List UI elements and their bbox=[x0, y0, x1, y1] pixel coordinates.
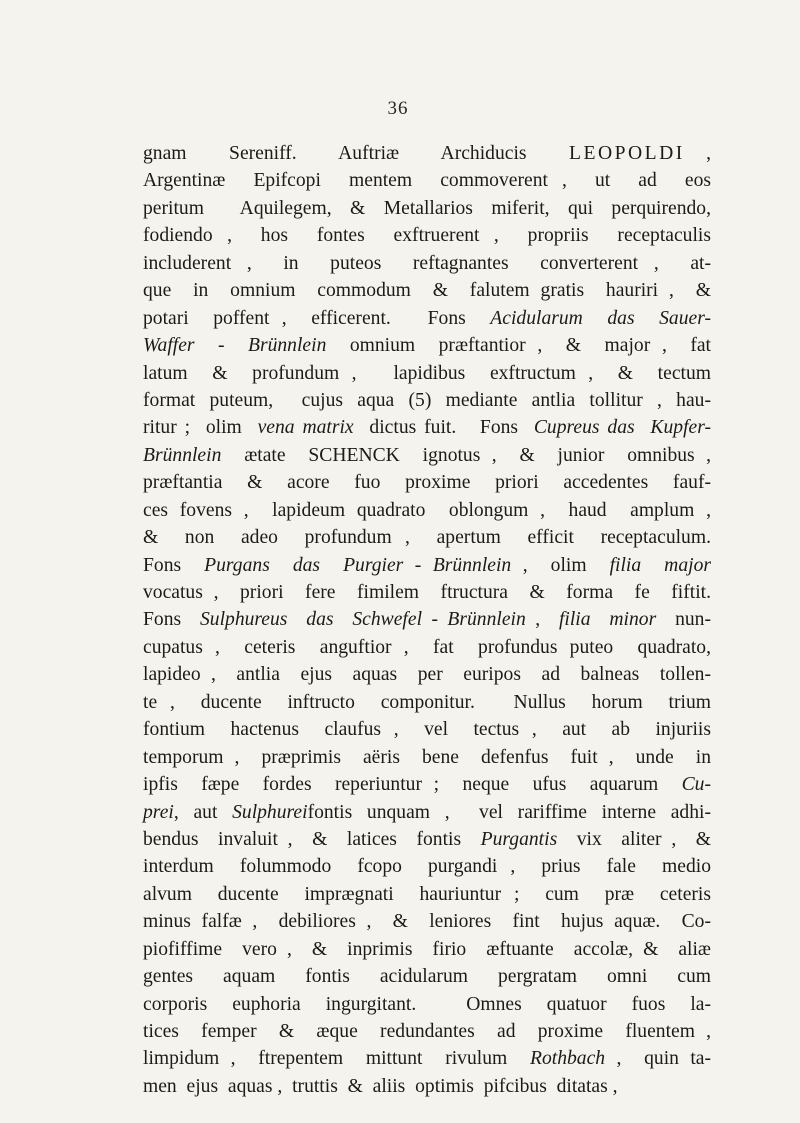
text-line bbox=[143, 140, 711, 167]
text-line bbox=[143, 167, 711, 194]
text-line bbox=[143, 442, 711, 469]
text-segment: interdum folummodo fcopo purgandi , prius fale medio bbox=[143, 856, 711, 878]
text-segment: alvum ducente imprægnati hauriuntur ; cum præ ceteris bbox=[143, 883, 711, 905]
text-segment: vix aliter , & bbox=[557, 828, 711, 850]
text-segment: piofiffime vero , & inprimis firio æftuante accolæ, & aliæ bbox=[143, 938, 711, 960]
text-segment: potari poffent , efficerent. Fons bbox=[143, 307, 491, 329]
text-line bbox=[143, 579, 711, 606]
text-line bbox=[143, 1073, 711, 1100]
italic-text: Waffer - Brünnlein bbox=[143, 335, 327, 357]
italic-text: vena matrix bbox=[257, 417, 354, 439]
text-segment: , olim bbox=[511, 554, 610, 576]
text-line bbox=[143, 387, 711, 414]
text-line bbox=[143, 497, 711, 524]
text-segment: fontium hactenus claufus , vel tectus , aut ab injuriis bbox=[143, 719, 711, 741]
text-segment: ætate SCHENCK ignotus , & junior omnibus , bbox=[221, 444, 711, 466]
text-line bbox=[143, 908, 711, 935]
text-segment: bendus invaluit , & latices fontis bbox=[143, 828, 481, 850]
text-line bbox=[143, 195, 711, 222]
text-line bbox=[143, 277, 711, 304]
text-line bbox=[143, 332, 711, 359]
text-segment: latum & profundum , lapidibus exftructum , & tectum bbox=[143, 362, 711, 384]
text-segment: ritur ; olim bbox=[143, 417, 258, 439]
text-segment: gentes aquam fontis acidularum pergratam omni cum bbox=[143, 966, 711, 988]
italic-text: Purgantis bbox=[480, 828, 558, 850]
text-line bbox=[143, 716, 711, 743]
text-segment: format puteum, cujus aqua (5) mediante antlia tollitur , hau- bbox=[143, 389, 711, 411]
text-line bbox=[143, 634, 711, 661]
text-segment: præftantia & acore fuo proxime priori accedentes fauf- bbox=[143, 472, 711, 494]
italic-text: Cupreus das Kupfer- bbox=[533, 417, 711, 439]
text-segment: & non adeo profundum , apertum efficit receptaculum. bbox=[143, 527, 711, 549]
text-segment: te , ducente inftructo componitur. Nullus horum trium bbox=[143, 691, 711, 713]
text-segment: fodiendo , hos fontes exftruerent , propriis receptaculis bbox=[143, 225, 711, 247]
text-line bbox=[143, 552, 711, 579]
text-segment: vocatus , priori fere fimilem ftructura & forma fe fiftit. bbox=[143, 582, 711, 603]
page-number: 36 bbox=[387, 98, 409, 119]
text-segment: omnium præftantior , & major , fat bbox=[326, 335, 711, 357]
text-line bbox=[143, 771, 711, 798]
text-line bbox=[143, 744, 711, 771]
text-line bbox=[143, 606, 711, 633]
text-line bbox=[143, 222, 711, 249]
text-segment: LEOPOLDI bbox=[569, 143, 685, 164]
text-segment: dictus fuit. Fons bbox=[353, 417, 534, 439]
italic-text: Sulphureus das Schwefel - Brünnlein bbox=[199, 609, 526, 631]
text-line bbox=[143, 936, 711, 963]
text-segment: ipfis fæpe fordes reperiuntur ; neque ufus aquarum bbox=[143, 774, 682, 796]
text-line bbox=[143, 826, 711, 853]
text-segment: , quin ta- bbox=[605, 1048, 711, 1070]
italic-text: Rothbach bbox=[530, 1048, 606, 1070]
text-line bbox=[143, 799, 711, 826]
text-segment: Argentinæ Epifcopi mentem commoverent , ut ad eos bbox=[143, 170, 711, 192]
italic-text: filia major bbox=[609, 554, 711, 576]
text-segment: , bbox=[684, 143, 711, 164]
text-line bbox=[143, 524, 711, 551]
text-segment: peritum Aquilegem, & Metallarios miferit, qui perquirendo, bbox=[143, 197, 711, 219]
text-segment: minus falfæ , debiliores , & leniores fint hujus aquæ. Co- bbox=[143, 911, 711, 933]
text-line bbox=[143, 853, 711, 880]
body-text bbox=[143, 140, 711, 1100]
text-segment: cupatus , ceteris anguftior , fat profundus puteo quadrato, bbox=[143, 636, 711, 658]
text-line bbox=[143, 360, 711, 387]
italic-text: Brünnlein bbox=[143, 444, 222, 466]
text-segment: , bbox=[525, 609, 559, 631]
text-segment: ces fovens , lapideum quadrato oblongum , haud amplum , bbox=[143, 499, 711, 521]
text-segment: men ejus aquas , truttis & aliis optimis pifcibus ditatas , bbox=[143, 1075, 618, 1097]
text-line bbox=[143, 689, 711, 716]
text-segment: , aut bbox=[173, 801, 233, 823]
text-line bbox=[143, 305, 711, 332]
text-segment: temporum , præprimis aëris bene defenfus fuit , unde in bbox=[143, 746, 711, 768]
text-segment: nun- bbox=[656, 609, 711, 631]
text-segment: tices femper & æque redundantes ad proxime fluentem , bbox=[143, 1021, 711, 1042]
text-line bbox=[143, 250, 711, 277]
italic-text: Acidularum das Sauer- bbox=[490, 307, 711, 329]
text-segment: fontis unquam , vel rariffime interne adhi- bbox=[307, 801, 711, 823]
italic-text: Cu- bbox=[681, 774, 711, 796]
text-segment: limpidum , ftrepentem mittunt rivulum bbox=[143, 1048, 530, 1070]
text-segment: Fons bbox=[143, 609, 200, 631]
text-segment: includerent , in puteos reftagnantes converterent , at- bbox=[143, 252, 711, 274]
text-line bbox=[143, 963, 711, 990]
italic-text: Purgans das Purgier - Brünnlein bbox=[204, 554, 512, 576]
italic-text: Sulphurei bbox=[232, 801, 308, 823]
italic-text: prei bbox=[143, 801, 174, 823]
text-segment: que in omnium commodum & falutem gratis hauriri , & bbox=[143, 280, 711, 302]
text-line bbox=[143, 1018, 711, 1045]
text-line bbox=[143, 881, 711, 908]
text-line bbox=[143, 469, 711, 496]
italic-text: filia minor bbox=[558, 609, 657, 631]
text-segment: lapideo , antlia ejus aquas per euripos ad balneas tollen- bbox=[143, 664, 711, 686]
text-line bbox=[143, 661, 711, 688]
text-line bbox=[143, 414, 711, 441]
text-segment: corporis euphoria ingurgitant. Omnes quatuor fuos la- bbox=[143, 993, 711, 1015]
text-segment: Fons bbox=[143, 554, 205, 576]
text-line bbox=[143, 991, 711, 1018]
text-segment: gnam Sereniff. Auftriæ Archiducis bbox=[143, 143, 570, 164]
text-line bbox=[143, 1045, 711, 1072]
